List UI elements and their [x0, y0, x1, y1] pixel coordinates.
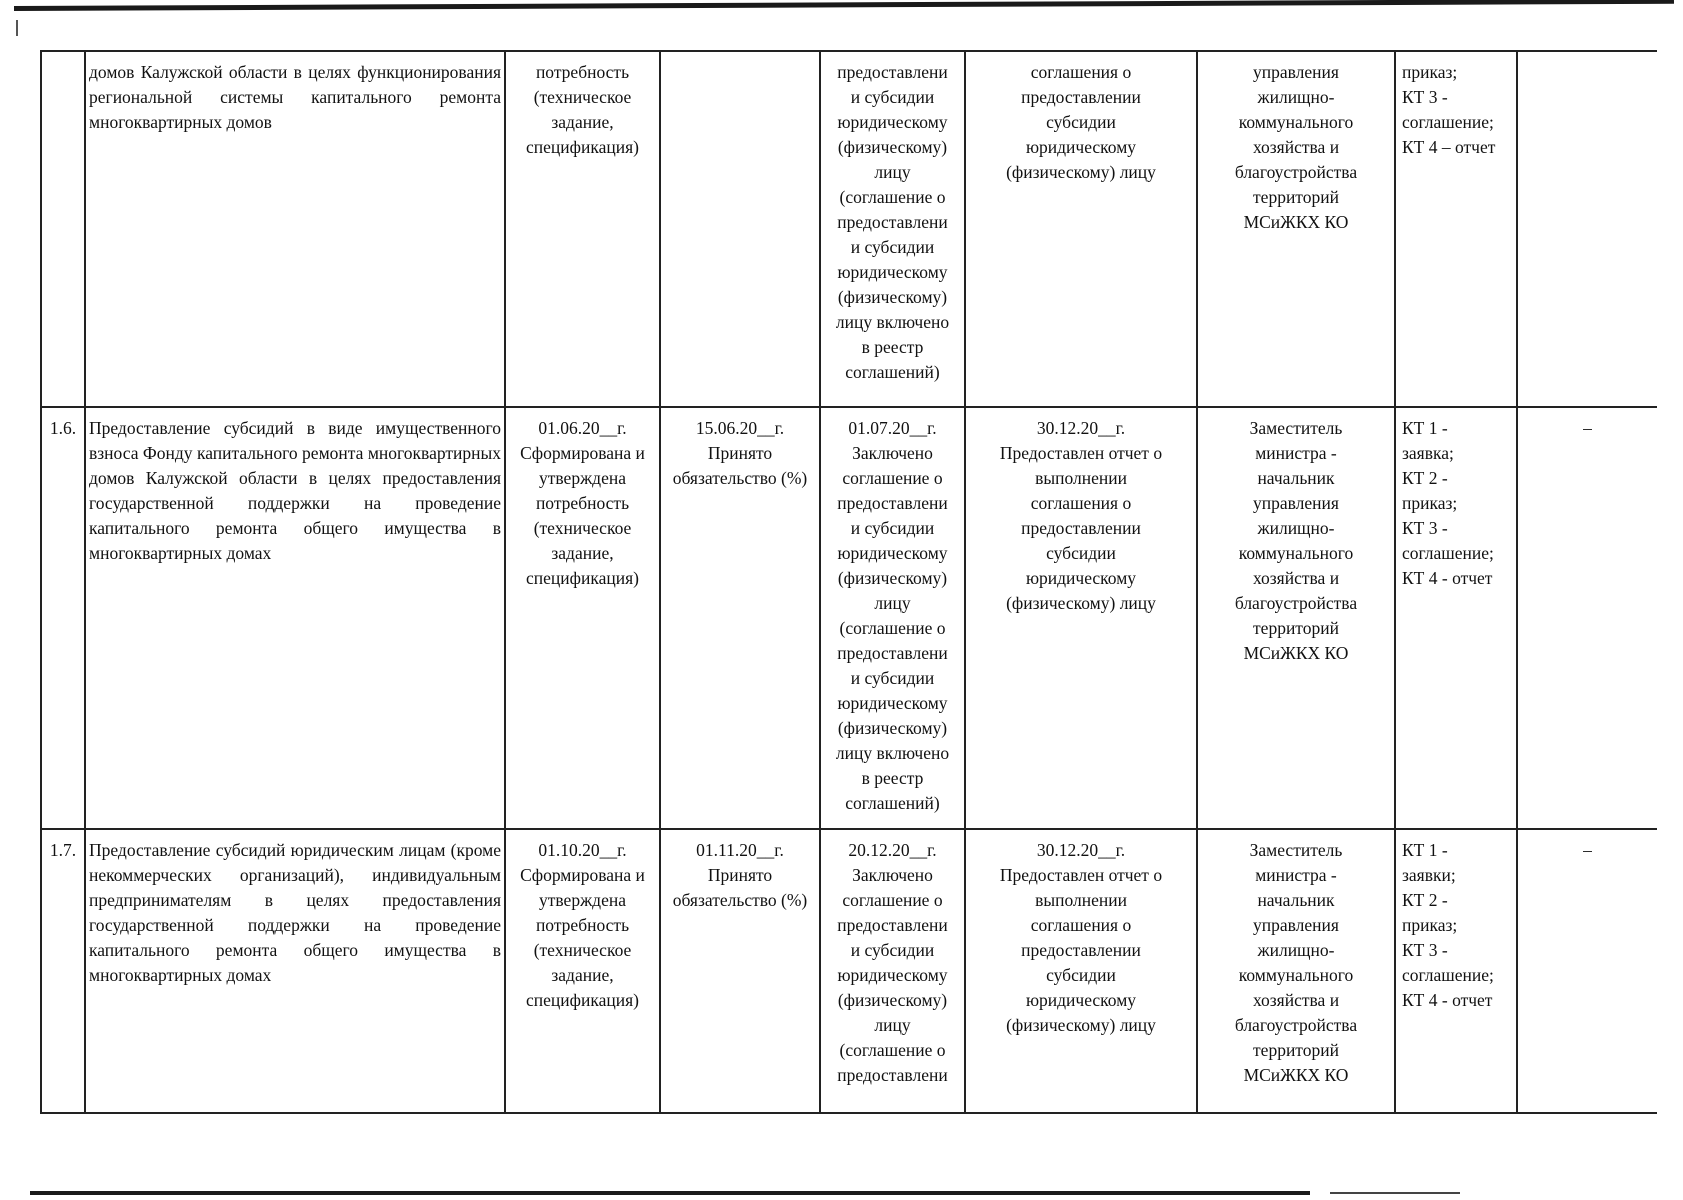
stage4-result: соглашения о предоставлении субсидии юридическому (физическому) лицу [1006, 62, 1156, 182]
row-number: 1.6. [41, 407, 85, 829]
stage2-cell [660, 407, 820, 829]
bottom-rule [30, 1191, 1310, 1195]
table-row [41, 407, 1657, 829]
stage3-date: 20.12.20__г. [848, 840, 937, 860]
stage4-result: Предоставлен отчет о выполнении соглашения о предоставлении субсидии юридическому (физическому) лицу [999, 443, 1163, 613]
responsible-cell: Заместитель министра - начальник управления жилищно- коммунального хозяйства и благоустройства территорий МСиЖКХ КО [1197, 407, 1395, 829]
stage2-date: 01.11.20__г. [696, 840, 784, 860]
stage2-cell [660, 51, 820, 407]
stage4-cell [965, 407, 1197, 829]
stage1-cell [505, 829, 660, 1113]
stage2-result: Принято обязательство (%) [672, 443, 808, 488]
stage1-cell [505, 51, 660, 407]
row-description: Предоставление субсидий в виде имущественного взноса Фонду капитального ремонта многоквартирных домов Калужской области в целях предоставления государственной поддержки на проведение капитального ремонта общего имущества в многоквартирных домах [85, 407, 505, 829]
stage3-cell [820, 51, 965, 407]
stage2-result: Принято обязательство (%) [672, 865, 808, 910]
responsible-cell: управления жилищно- коммунального хозяйства и благоустройства территорий МСиЖКХ КО [1197, 51, 1395, 407]
control-points-cell: КТ 1 - заявка; КТ 2 - приказ; КТ 3 - соглашение; КТ 4 - отчет [1395, 407, 1517, 829]
row-number [41, 51, 85, 407]
control-points-cell: КТ 1 - заявки; КТ 2 - приказ; КТ 3 - соглашение; КТ 4 - отчет [1395, 829, 1517, 1113]
control-points-cell: приказ; КТ 3 - соглашение; КТ 4 – отчет [1395, 51, 1517, 407]
stage4-result: Предоставлен отчет о выполнении соглашения о предоставлении субсидии юридическому (физическому) лицу [999, 865, 1163, 1035]
extra-cell [1517, 51, 1657, 407]
table-row [41, 51, 1657, 407]
responsible-cell: Заместитель министра - начальник управления жилищно- коммунального хозяйства и благоустройства территорий МСиЖКХ КО [1197, 829, 1395, 1113]
stage1-cell [505, 407, 660, 829]
stage1-result: потребность (техническое задание, спецификация) [526, 62, 639, 157]
row-description: домов Калужской области в целях функционирования региональной системы капитального ремонта многоквартирных домов [85, 51, 505, 407]
stage4-date: 30.12.20__г. [1036, 840, 1126, 860]
bottom-rule-fragment [1330, 1192, 1460, 1194]
corner-mark [16, 20, 18, 36]
plan-table [40, 50, 1657, 1114]
stage3-cell [820, 407, 965, 829]
stage4-date: 30.12.20__г. [1036, 418, 1126, 438]
stage4-cell [965, 51, 1197, 407]
stage1-date: 01.10.20__г. [538, 840, 627, 860]
stage3-result: предоставлени и субсидии юридическому (физическому) лицу (соглашение о предоставлени и субсидии юридическому (физическому) лицу включено в реестр соглашений) [835, 62, 950, 382]
stage3-result: Заключено соглашение о предоставлени и субсидии юридическому (физическому) лицу (соглашение о предоставлени и субсидии юридическому (физическому) лицу включено в реестр соглашений) [835, 443, 950, 813]
stage3-cell [820, 829, 965, 1113]
stage4-cell [965, 829, 1197, 1113]
extra-cell: – [1517, 829, 1657, 1113]
stage2-cell [660, 829, 820, 1113]
stage1-result: Сформирована и утверждена потребность (техническое задание, спецификация) [520, 443, 645, 588]
top-rule [14, 0, 1674, 11]
extra-cell: – [1517, 407, 1657, 829]
table-row [41, 829, 1657, 1113]
stage1-date: 01.06.20__г. [538, 418, 627, 438]
row-number: 1.7. [41, 829, 85, 1113]
stage3-date: 01.07.20__г. [848, 418, 937, 438]
stage2-date: 15.06.20__г. [695, 418, 785, 438]
stage3-result: Заключено соглашение о предоставлени и субсидии юридическому (физическому) лицу (соглашение о предоставлени [837, 865, 948, 1085]
row-description: Предоставление субсидий юридическим лицам (кроме некоммерческих организаций), индивидуальным предпринимателям в целях предоставления государственной поддержки на проведение капитального ремонта общего имущества в многоквартирных домах [85, 829, 505, 1113]
stage1-result: Сформирована и утверждена потребность (техническое задание, спецификация) [520, 865, 645, 1010]
